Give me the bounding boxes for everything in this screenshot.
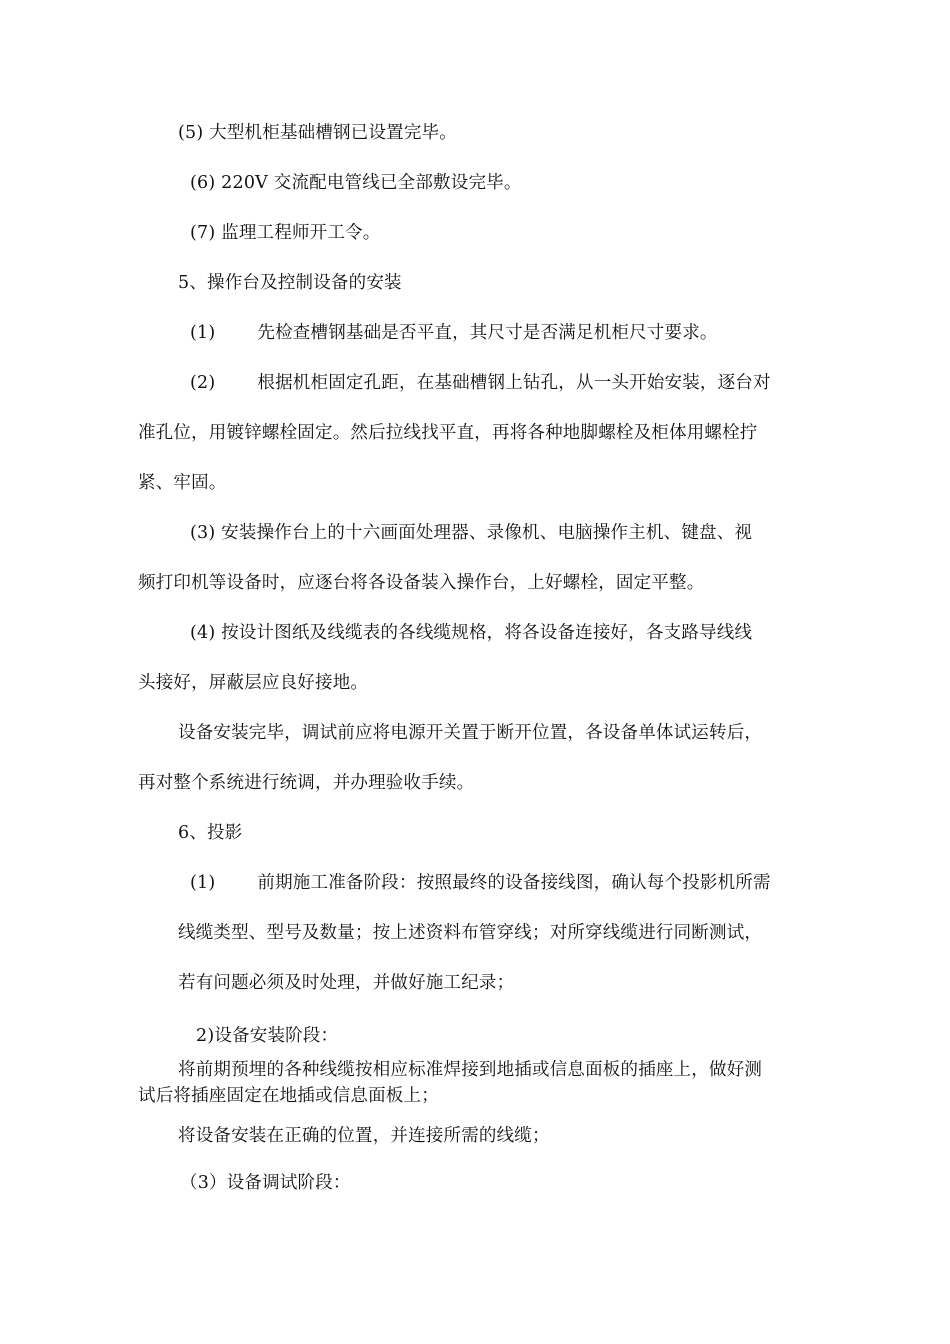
step-text: 前期施工准备阶段：按照最终的设备接线图，确认每个投影机所需 — [257, 873, 771, 893]
paragraph-line: 试后将插座固定在地插或信息面板上； — [138, 1086, 439, 1106]
step-3: (3) 安装操作台上的十六画面处理器、录像机、电脑操作主机、键盘、视 — [190, 523, 753, 543]
list-item-6: (6) 220V 交流配电管线已全部敷设完毕。 — [190, 173, 522, 193]
projection-step-3: （3）设备调试阶段： — [180, 1173, 351, 1193]
step-number: (1) — [190, 323, 216, 343]
paragraph-line: 将前期预埋的各种线缆按相应标准焊接到地插或信息面板的插座上，做好测 — [178, 1060, 763, 1080]
step-text: 根据机柜固定孔距，在基础槽钢上钻孔，从一头开始安装，逐台对 — [257, 373, 771, 393]
list-item-7: (7) 监理工程师开工令。 — [190, 223, 381, 243]
step-1 — [190, 322, 718, 344]
paragraph-line: 若有问题必须及时处理，并做好施工纪录； — [178, 973, 515, 993]
projection-step-2: 2)设备安装阶段： — [196, 1026, 339, 1046]
paragraph-line: 准孔位，用镀锌螺栓固定。然后拉线找平直，再将各种地脚螺栓及柜体用螺栓拧 — [138, 423, 758, 443]
step-4: (4) 按设计图纸及线缆表的各线缆规格，将各设备连接好，各支路导线线 — [190, 623, 753, 643]
step-text: 先检查槽钢基础是否平直，其尺寸是否满足机柜尺寸要求。 — [257, 323, 718, 343]
step-number: (2) — [190, 373, 216, 393]
paragraph-line: 再对整个系统进行统调，并办理验收手续。 — [138, 773, 475, 793]
paragraph-line: 紧、牢固。 — [138, 473, 227, 493]
paragraph-line: 将设备安装在正确的位置，并连接所需的线缆； — [178, 1126, 550, 1146]
paragraph-line: 线缆类型、型号及数量；按上述资料布管穿线；对所穿线缆进行同断测试， — [178, 923, 763, 943]
paragraph-line: 频打印机等设备时，应逐台将各设备装入操作台，上好螺栓，固定平整。 — [138, 573, 705, 593]
list-item-5: (5) 大型机柜基础槽钢已设置完毕。 — [178, 123, 457, 143]
paragraph-line: 设备安装完毕，调试前应将电源开关置于断开位置，各设备单体试运转后， — [178, 723, 763, 743]
section-heading-5: 5、操作台及控制设备的安装 — [178, 273, 402, 293]
section-heading-6: 6、投影 — [178, 823, 243, 843]
step-2 — [190, 372, 771, 394]
step-number: (1) — [190, 873, 216, 893]
projection-step-1 — [190, 872, 771, 894]
paragraph-line: 头接好，屏蔽层应良好接地。 — [138, 673, 369, 693]
